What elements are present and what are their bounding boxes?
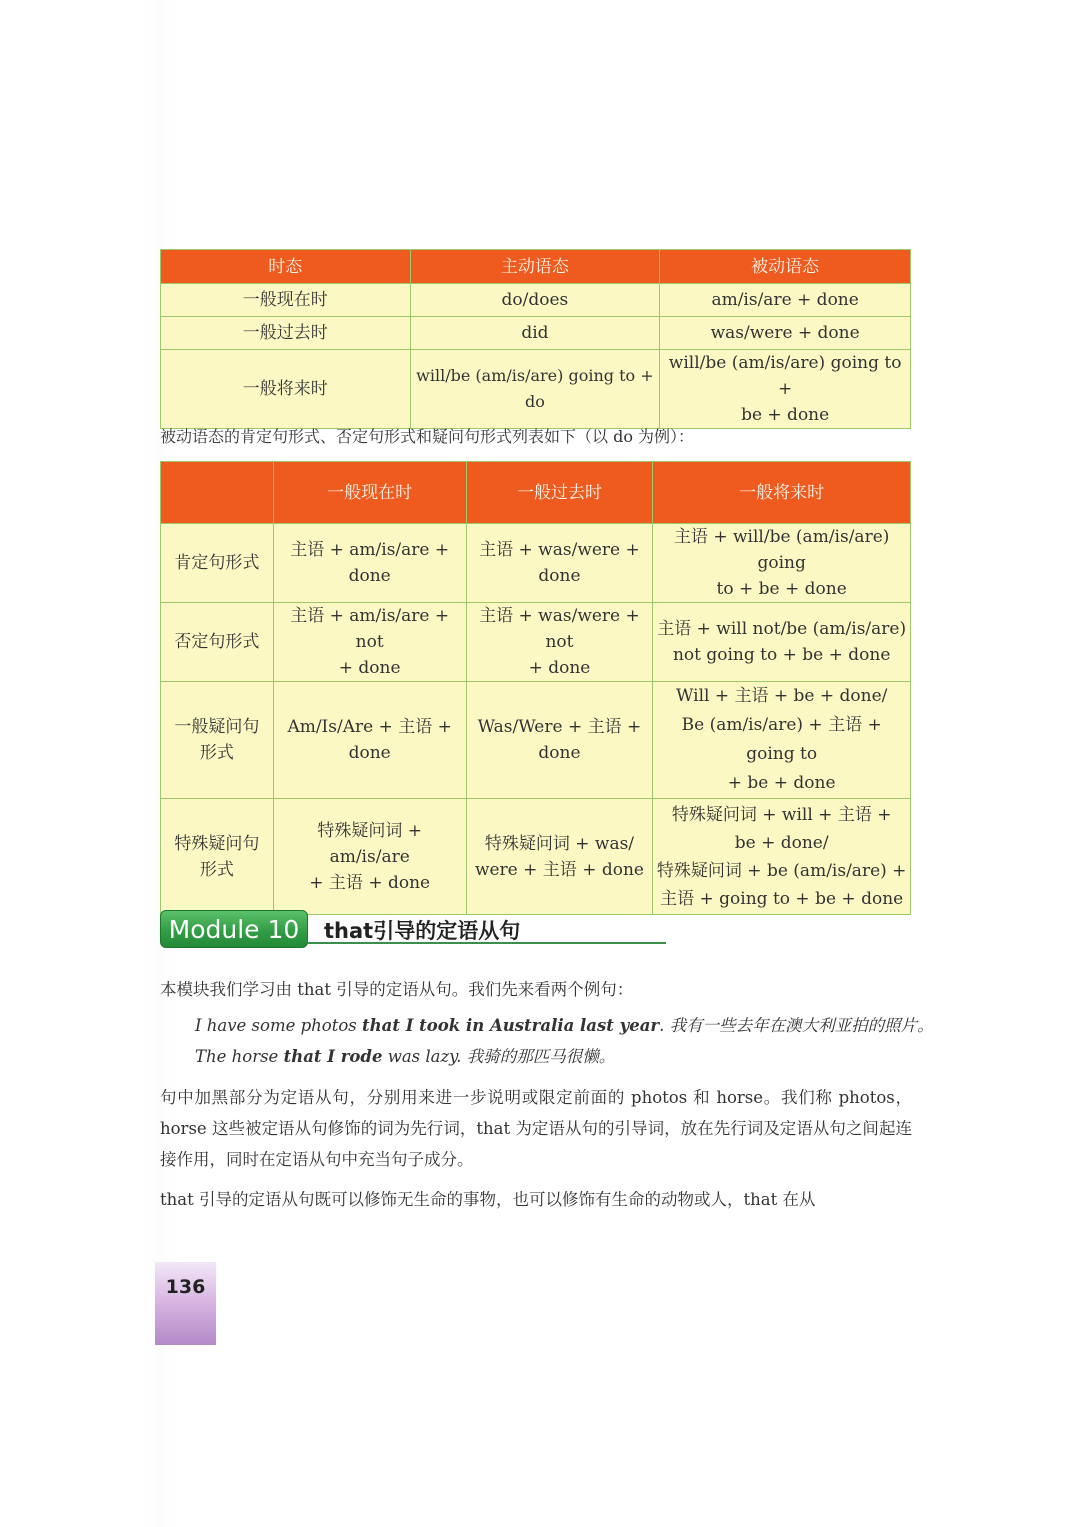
table-header-row [161,462,911,524]
table-cell: 一般现在时 [161,284,411,317]
header-empty [161,462,274,524]
table-row [161,799,911,915]
table-row [161,317,911,350]
table-row [161,682,911,799]
table-header-row [161,250,911,284]
page-number: 136 [165,1276,206,1298]
table-cell: 特殊疑问词 + was/ were + 主语 + done [466,799,653,915]
example-sentence-1 [195,1012,934,1036]
table-row [161,350,911,429]
example-text: The horse [195,1047,284,1066]
paragraph-intro: 本模块我们学习由 that 引导的定语从句。我们先来看两个例句： [160,980,634,999]
table-cell: Will + 主语 + be + done/ Be (am/is/are) + 主语 + going to + be + done [653,682,911,799]
example-clause-bold: that I rode [283,1047,383,1066]
table-cell: 一般过去时 [161,317,411,350]
row-header: 否定句形式 [161,603,274,682]
table-cell: 特殊疑问词 + will + 主语 + be + done/ 特殊疑问词 + be (am/is/are) + 主语 + going to + be + done [653,799,911,915]
table-cell: did [410,317,660,350]
paragraph-continued: that 引导的定语从句既可以修饰无生命的事物，也可以修饰有生命的动物或人，that 在从 [160,1190,816,1209]
example-translation: was lazy. 我骑的那匹马很懒。 [382,1047,616,1066]
row-header: 特殊疑问句 形式 [161,799,274,915]
module-badge: Module 10 [160,910,308,948]
voice-comparison-table [160,249,911,429]
table-row [161,524,911,603]
table-cell: 主语 + am/is/are + done [273,524,466,603]
row-header: 肯定句形式 [161,524,274,603]
table-row [161,284,911,317]
table-cell: 主语 + was/were + not + done [466,603,653,682]
header-simple-present: 一般现在时 [273,462,466,524]
table-cell: 特殊疑问词 + am/is/are + 主语 + done [273,799,466,915]
header-tense: 时态 [161,250,411,284]
table-row [161,603,911,682]
example-clause-bold: that I took in Australia last year [362,1016,660,1035]
table-cell: will/be (am/is/are) going to + be + done [660,350,911,429]
table-cell: 一般将来时 [161,350,411,429]
table-cell: do/does [410,284,660,317]
table-cell: Was/Were + 主语 + done [466,682,653,799]
passive-forms-table [160,461,911,915]
header-active-voice: 主动语态 [410,250,660,284]
paragraph-explanation: 句中加黑部分为定语从句，分别用来进一步说明或限定前面的 photos 和 horse。我们称 photos，horse 这些被定语从句修饰的词为先行词，that 为定语从句的引导词，放在先行词及定语从句之间起连接作用，同时在定语从句中充当句子成分。 [160,1088,912,1169]
row-header: 一般疑问句 形式 [161,682,274,799]
table-intro-sentence: 被动语态的肯定句形式、否定句形式和疑问句形式列表如下（以 do 为例）： [160,427,695,446]
table-cell: 主语 + will not/be (am/is/are) not going to + be + done [653,603,911,682]
table-cell: was/were + done [660,317,911,350]
module-title: that引导的定语从句 [324,919,521,943]
table-cell: 主语 + will/be (am/is/are) going to + be + done [653,524,911,603]
example-sentence-2 [195,1043,615,1067]
page-number-tab [155,1262,216,1345]
header-passive-voice: 被动语态 [660,250,911,284]
table-cell: will/be (am/is/are) going to + do [410,350,660,429]
table-cell: Am/Is/Are + 主语 + done [273,682,466,799]
example-text: I have some photos [195,1016,363,1035]
header-simple-future: 一般将来时 [653,462,911,524]
example-translation: . 我有一些去年在澳大利亚拍的照片。 [659,1016,934,1035]
table-cell: 主语 + was/were + done [466,524,653,603]
module-heading [160,910,670,950]
table-cell: am/is/are + done [660,284,911,317]
header-simple-past: 一般过去时 [466,462,653,524]
table-cell: 主语 + am/is/are + not + done [273,603,466,682]
